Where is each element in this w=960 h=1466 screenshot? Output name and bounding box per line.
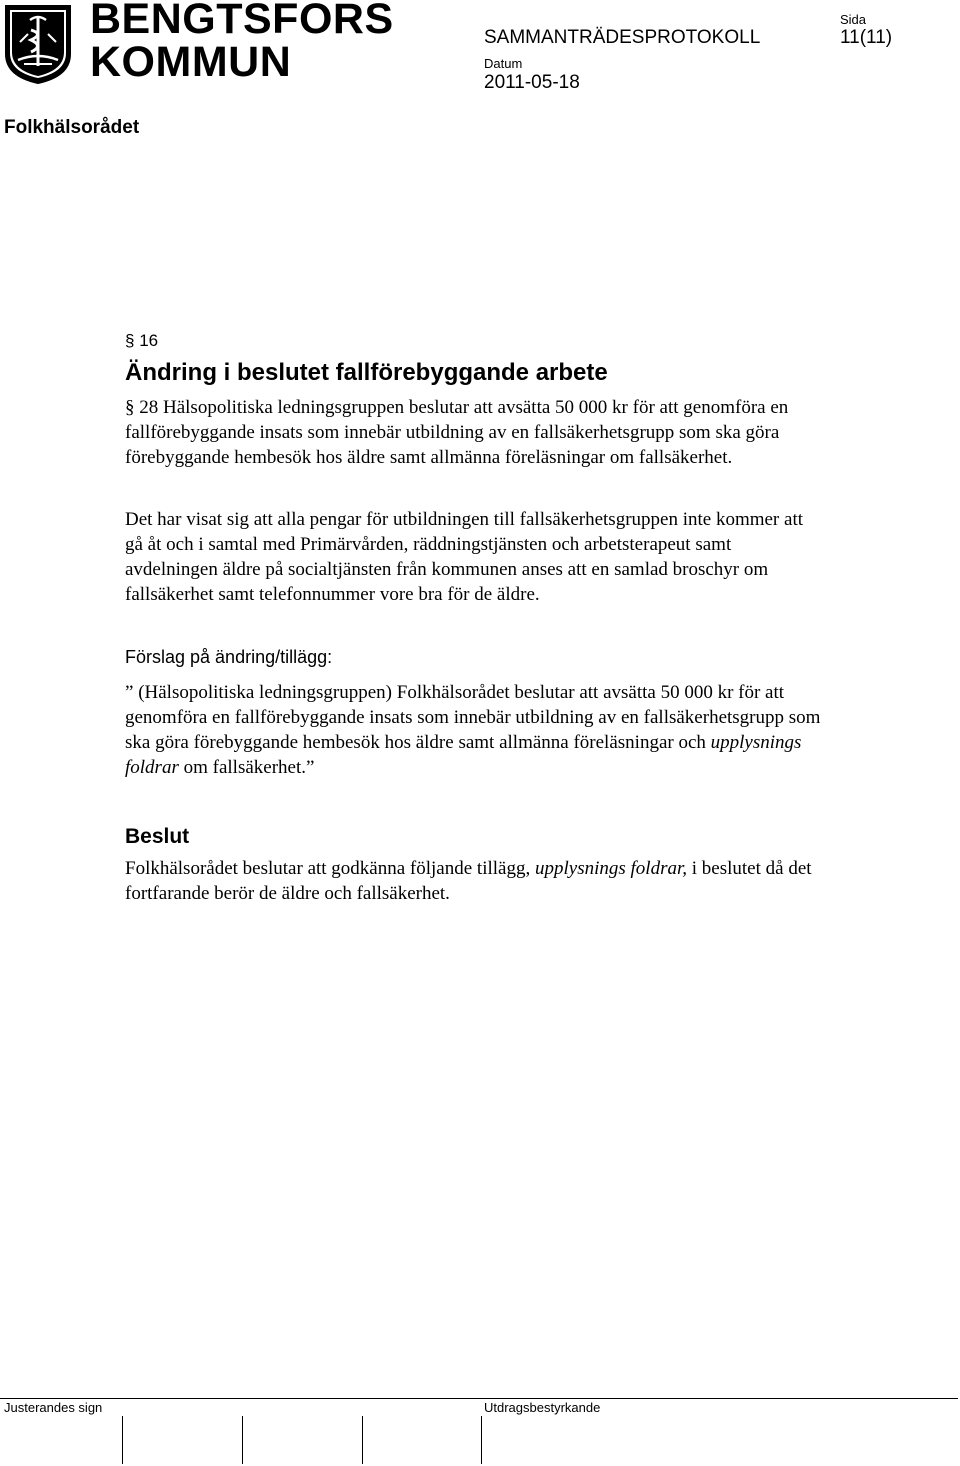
page-number: 11(11) — [840, 27, 893, 48]
municipality-logo-text — [90, 0, 394, 84]
justerandes-sign-label: Justerandes sign — [4, 1400, 103, 1415]
signature-box-divider — [242, 1416, 243, 1464]
decision-heading: Beslut — [125, 825, 190, 848]
paragraph-proposal — [125, 680, 825, 780]
section-number: 16 — [139, 331, 159, 350]
paragraph-findings — [125, 507, 825, 607]
logo-line-2: KOMMUN — [90, 38, 292, 86]
proposal-heading: Förslag på ändring/tillägg: — [125, 647, 333, 667]
page-label: Sida — [840, 12, 867, 27]
proposal-italic-text: upplysnings foldrar — [125, 732, 802, 778]
municipality-coat-of-arms-icon — [4, 4, 72, 84]
decision-italic-text: upplysnings foldrar, — [534, 858, 688, 879]
signature-box-divider — [362, 1416, 363, 1464]
logo-line-1: BENGTSFORS — [90, 0, 394, 43]
paragraph-background — [125, 395, 825, 470]
signature-box-divider — [481, 1416, 482, 1464]
close-quote: ” — [306, 757, 315, 778]
reference-number: 28 — [139, 397, 159, 418]
date-value: 2011-05-18 — [484, 72, 580, 93]
department-name: Folkhälsorådet — [4, 117, 140, 138]
signature-box-divider — [122, 1416, 123, 1464]
paragraph-decision — [125, 856, 825, 906]
proposal-text: (Hälsopolitiska ledningsgruppen) Folkhälsorådet beslutar att avsätta 50 000 kr för att genomföra en fallförebyggande insats som innebär utbildning av en fallsäkerhetsgrupp som ska göra förebyggande hembesök hos äldre samt allmänna föreläsningar och — [125, 682, 821, 753]
paragraph-text: Det har visat sig att alla pengar för utbildningen till fallsäkerhetsgruppen inte kommer att gå åt och i samtal med Primärvården, räddningstjänsten och arbetsterapeut samt avdelningen äldre på socialtjänsten från kommunen anses att en samlad broschyr om fallsäkerhet samt telefonnummer vore bra för de äldre. — [125, 509, 803, 605]
decision-text: Folkhälsorådet beslutar att godkänna följande tillägg, — [125, 858, 531, 879]
paragraph-number — [125, 330, 825, 352]
utdragsbestyrkande-label: Utdragsbestyrkande — [484, 1400, 601, 1415]
decision-text-end: i beslutet då det fortfarande berör de äldre och fallsäkerhet. — [125, 858, 812, 904]
section-symbol: § — [125, 331, 135, 350]
section-title: Ändring i beslutet fallförebyggande arbete — [125, 359, 608, 386]
open-quote: ” — [125, 682, 134, 703]
document-type: SAMMANTRÄDESPROTOKOLL — [484, 27, 761, 48]
reference-symbol: § — [125, 397, 135, 418]
proposal-text-end: om fallsäkerhet. — [183, 757, 307, 778]
paragraph-text: Hälsopolitiska ledningsgruppen beslutar att avsätta 50 000 kr för att genomföra en fallförebyggande insats som innebär utbildning av en fallsäkerhetsgrupp som ska göra förebyggande hembesök hos äldre samt allmänna föreläsningar om fallsäkerhet. — [125, 397, 789, 468]
footer-divider — [0, 1398, 958, 1399]
date-label: Datum — [484, 56, 523, 71]
